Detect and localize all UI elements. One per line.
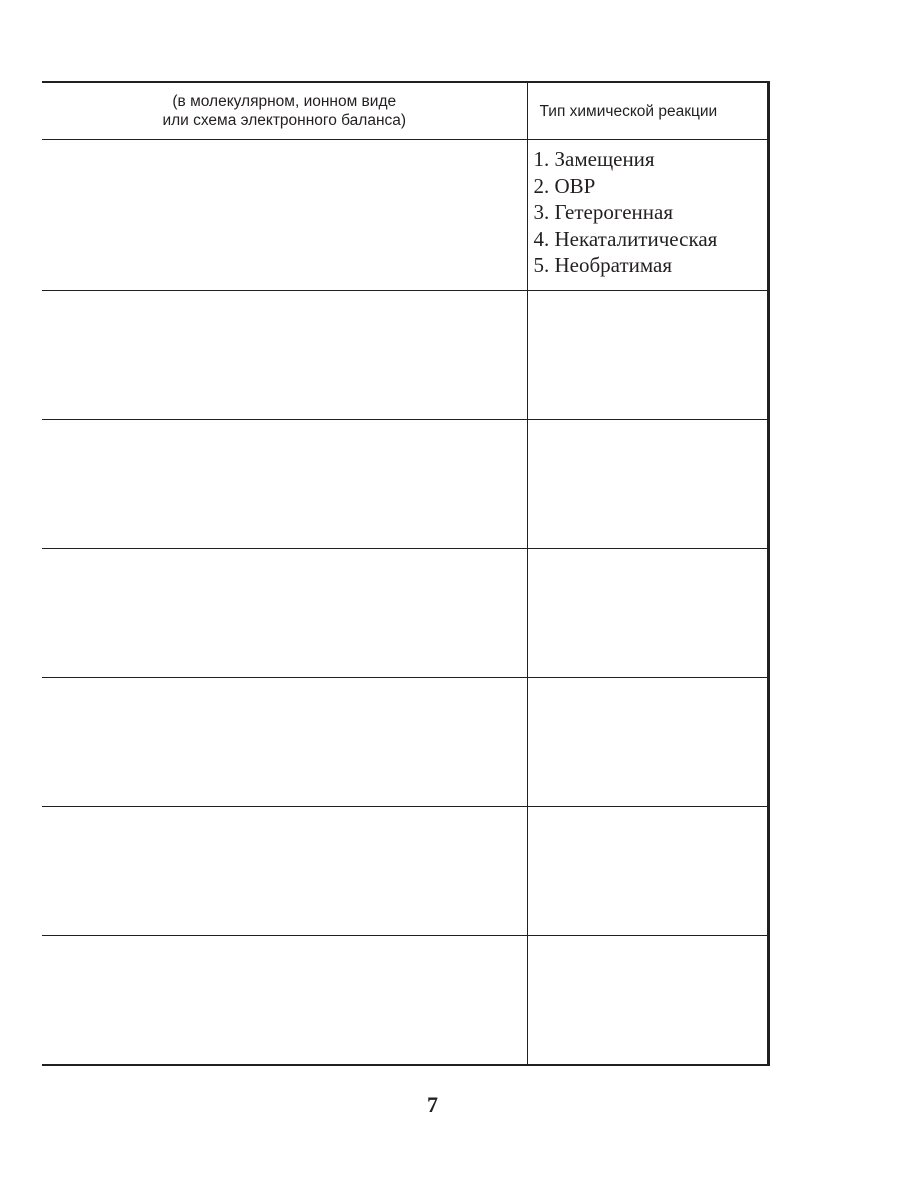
equation-cell[interactable] bbox=[42, 549, 527, 678]
table-row bbox=[42, 140, 768, 291]
equation-header-line-1: (в молекулярном, ионном виде bbox=[172, 93, 397, 110]
equation-cell[interactable] bbox=[42, 936, 527, 1066]
equation-cell[interactable] bbox=[42, 678, 527, 807]
reaction-type-cell[interactable] bbox=[527, 936, 768, 1066]
reaction-type-cell[interactable] bbox=[527, 807, 768, 936]
equation-cell[interactable] bbox=[42, 291, 527, 420]
equation-column-header bbox=[42, 82, 527, 140]
page-number: 7 bbox=[427, 1092, 438, 1117]
reaction-type-cell[interactable] bbox=[527, 420, 768, 549]
list-item: 2. ОВР bbox=[533, 173, 596, 198]
equation-cell[interactable] bbox=[42, 420, 527, 549]
equation-header-line-2: или схема электронного баланса) bbox=[162, 112, 407, 129]
list-item: 3. Гетерогенная bbox=[533, 200, 673, 224]
list-item: 4. Некаталитическая bbox=[533, 226, 718, 251]
list-item: 5. Необратимая bbox=[533, 253, 672, 277]
reaction-type-cell bbox=[527, 140, 768, 291]
table-row bbox=[42, 420, 768, 549]
reaction-type-column-header: Тип химической реакции bbox=[527, 82, 768, 140]
reaction-type-cell[interactable] bbox=[527, 678, 768, 807]
table-header-row bbox=[42, 82, 768, 140]
reaction-type-list bbox=[528, 140, 767, 279]
reaction-worksheet-table bbox=[42, 81, 770, 1066]
table-row bbox=[42, 549, 768, 678]
table-row bbox=[42, 291, 768, 420]
reaction-type-cell[interactable] bbox=[527, 549, 768, 678]
equation-cell[interactable] bbox=[42, 140, 527, 291]
table-row bbox=[42, 936, 768, 1066]
list-item: 1. Замещения bbox=[533, 147, 655, 171]
table-row bbox=[42, 807, 768, 936]
reaction-type-cell[interactable] bbox=[527, 291, 768, 420]
table-row bbox=[42, 678, 768, 807]
equation-cell[interactable] bbox=[42, 807, 527, 936]
